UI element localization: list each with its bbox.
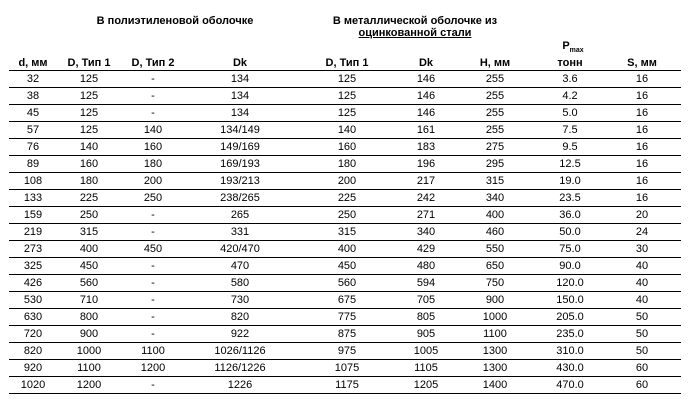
table-cell: 255: [453, 71, 537, 88]
table-cell: 23.5: [537, 190, 603, 207]
table-cell: 120.0: [537, 275, 603, 292]
table-cell: 50: [603, 343, 681, 360]
table-cell: 450: [57, 258, 121, 275]
table-row: [9, 377, 681, 394]
table-cell: 57: [9, 122, 57, 139]
table-row: [9, 71, 681, 88]
table-cell: 250: [295, 207, 399, 224]
table-cell: 875: [295, 326, 399, 343]
table-cell: -: [121, 326, 185, 343]
table-cell: 1400: [453, 377, 537, 394]
table-cell: -: [121, 71, 185, 88]
table-cell: 108: [9, 173, 57, 190]
table-cell: 19.0: [537, 173, 603, 190]
table-cell: 16: [603, 71, 681, 88]
table-cell: 36.0: [537, 207, 603, 224]
table-cell: 140: [295, 122, 399, 139]
table-cell: 180: [295, 156, 399, 173]
table-cell: 820: [185, 309, 295, 326]
table-row: [9, 207, 681, 224]
table-cell: 470: [185, 258, 295, 275]
table-cell: -: [121, 224, 185, 241]
table-cell: 1026/1126: [185, 343, 295, 360]
table-cell: 180: [57, 173, 121, 190]
table-cell: -: [121, 292, 185, 309]
table-cell: 24: [603, 224, 681, 241]
table-cell: 238/265: [185, 190, 295, 207]
table-cell: 7.5: [537, 122, 603, 139]
table-cell: 550: [453, 241, 537, 258]
table-cell: 75.0: [537, 241, 603, 258]
table-cell: 580: [185, 275, 295, 292]
group-header-metal-line2: оцинкованной стали: [358, 27, 472, 39]
table-cell: 40: [603, 258, 681, 275]
table-row: [9, 122, 681, 139]
table-cell: 900: [453, 292, 537, 309]
table-cell: 331: [185, 224, 295, 241]
table-cell: 140: [57, 139, 121, 156]
table-cell: 169/193: [185, 156, 295, 173]
column-header: тонн: [537, 55, 603, 71]
table-cell: 125: [57, 105, 121, 122]
table-cell: 900: [57, 326, 121, 343]
table-cell: 920: [9, 360, 57, 377]
column-header: D, Тип 1: [57, 55, 121, 71]
table-cell: -: [121, 275, 185, 292]
column-header: d, мм: [9, 55, 57, 71]
table-cell: -: [121, 377, 185, 394]
table-row: [9, 224, 681, 241]
table-cell: 125: [295, 105, 399, 122]
group-header-metal: [300, 15, 530, 39]
pipe-dimensions-table: [9, 55, 681, 394]
table-cell: 146: [399, 88, 453, 105]
table-cell: 1000: [453, 309, 537, 326]
table-cell: 265: [185, 207, 295, 224]
table-cell: 3.6: [537, 71, 603, 88]
column-header: Dk: [185, 55, 295, 71]
table-cell: 196: [399, 156, 453, 173]
table-cell: -: [121, 207, 185, 224]
table-cell: 225: [57, 190, 121, 207]
table-cell: 400: [295, 241, 399, 258]
table-cell: 16: [603, 190, 681, 207]
table-cell: 1005: [399, 343, 453, 360]
table-row: [9, 105, 681, 122]
table-cell: 450: [121, 241, 185, 258]
table-cell: 340: [399, 224, 453, 241]
table-cell: 480: [399, 258, 453, 275]
table-row: [9, 292, 681, 309]
table-cell: 76: [9, 139, 57, 156]
table-cell: 193/213: [185, 173, 295, 190]
table-cell: 1000: [57, 343, 121, 360]
table-cell: 133: [9, 190, 57, 207]
table-cell: 40: [603, 275, 681, 292]
table-row: [9, 156, 681, 173]
table-cell: 225: [295, 190, 399, 207]
table-cell: 183: [399, 139, 453, 156]
table-row: [9, 139, 681, 156]
table-cell: 160: [57, 156, 121, 173]
table-cell: 50: [603, 309, 681, 326]
table-cell: 134/149: [185, 122, 295, 139]
table-cell: 38: [9, 88, 57, 105]
table-cell: 805: [399, 309, 453, 326]
table-row: [9, 309, 681, 326]
table-cell: 1175: [295, 377, 399, 394]
table-cell: 750: [453, 275, 537, 292]
table-cell: 705: [399, 292, 453, 309]
table-cell: 1300: [453, 343, 537, 360]
table-cell: 125: [57, 122, 121, 139]
table-cell: 50: [603, 326, 681, 343]
table-row: [9, 343, 681, 360]
table-cell: 1020: [9, 377, 57, 394]
table-cell: 9.5: [537, 139, 603, 156]
table-cell: 400: [57, 241, 121, 258]
group-header-metal-line1: В металлической оболочке из: [332, 15, 498, 27]
table-cell: 420/470: [185, 241, 295, 258]
table-cell: 134: [185, 71, 295, 88]
table-cell: 200: [295, 173, 399, 190]
table-cell: 560: [295, 275, 399, 292]
table-cell: 775: [295, 309, 399, 326]
table-cell: 460: [453, 224, 537, 241]
column-header: Dk: [399, 55, 453, 71]
column-header: D, Тип 2: [121, 55, 185, 71]
table-cell: 470.0: [537, 377, 603, 394]
table-header-row: [9, 55, 681, 71]
table-cell: 159: [9, 207, 57, 224]
table-cell: 273: [9, 241, 57, 258]
table-cell: 429: [399, 241, 453, 258]
table-cell: -: [121, 88, 185, 105]
table-cell: 594: [399, 275, 453, 292]
table-cell: 134: [185, 105, 295, 122]
table-cell: 217: [399, 173, 453, 190]
table-cell: 325: [9, 258, 57, 275]
table-cell: 630: [9, 309, 57, 326]
table-cell: 1200: [57, 377, 121, 394]
table-cell: 1100: [57, 360, 121, 377]
table-cell: 315: [295, 224, 399, 241]
table-cell: 45: [9, 105, 57, 122]
table-cell: 125: [57, 71, 121, 88]
table-cell: 250: [121, 190, 185, 207]
table-cell: 5.0: [537, 105, 603, 122]
table-cell: 16: [603, 88, 681, 105]
table-row: [9, 258, 681, 275]
table-cell: 905: [399, 326, 453, 343]
table-cell: 255: [453, 88, 537, 105]
table-cell: 530: [9, 292, 57, 309]
table-row: [9, 190, 681, 207]
table-cell: 140: [121, 122, 185, 139]
table-cell: 125: [295, 88, 399, 105]
table-cell: 30: [603, 241, 681, 258]
table-cell: 710: [57, 292, 121, 309]
table-cell: 60: [603, 360, 681, 377]
table-cell: 146: [399, 105, 453, 122]
table-cell: 219: [9, 224, 57, 241]
table-cell: 90.0: [537, 258, 603, 275]
table-cell: 250: [57, 207, 121, 224]
table-cell: 89: [9, 156, 57, 173]
table-cell: 560: [57, 275, 121, 292]
table-cell: 205.0: [537, 309, 603, 326]
table-cell: 426: [9, 275, 57, 292]
table-cell: 242: [399, 190, 453, 207]
group-header-polyethylene: В полиэтиленовой оболочке: [96, 15, 254, 27]
table-cell: 730: [185, 292, 295, 309]
pmax-header: [548, 40, 598, 54]
table-cell: 4.2: [537, 88, 603, 105]
table-cell: 149/169: [185, 139, 295, 156]
table-cell: 160: [295, 139, 399, 156]
table-row: [9, 173, 681, 190]
table-cell: 255: [453, 122, 537, 139]
table-cell: 160: [121, 139, 185, 156]
column-header: S, мм: [603, 55, 681, 71]
table-cell: 400: [453, 207, 537, 224]
table-row: [9, 88, 681, 105]
table-cell: 200: [121, 173, 185, 190]
table-cell: -: [121, 258, 185, 275]
table-cell: 315: [453, 173, 537, 190]
table-row: [9, 326, 681, 343]
table-cell: 40: [603, 292, 681, 309]
table-cell: 134: [185, 88, 295, 105]
table-cell: 16: [603, 173, 681, 190]
table-row: [9, 360, 681, 377]
table-cell: 16: [603, 105, 681, 122]
table-cell: 1205: [399, 377, 453, 394]
table-body: [9, 71, 681, 394]
table-cell: 340: [453, 190, 537, 207]
table-cell: 271: [399, 207, 453, 224]
table-cell: 922: [185, 326, 295, 343]
table-cell: 1105: [399, 360, 453, 377]
column-header: Н, мм: [453, 55, 537, 71]
table-cell: 125: [57, 88, 121, 105]
table-cell: 16: [603, 156, 681, 173]
table-cell: 820: [9, 343, 57, 360]
table-cell: 295: [453, 156, 537, 173]
table-cell: 20: [603, 207, 681, 224]
table-cell: 800: [57, 309, 121, 326]
table-cell: 12.5: [537, 156, 603, 173]
table-cell: 146: [399, 71, 453, 88]
table-cell: 32: [9, 71, 57, 88]
table-cell: 1200: [121, 360, 185, 377]
table-cell: 255: [453, 105, 537, 122]
table-cell: 275: [453, 139, 537, 156]
pmax-label: P: [562, 40, 570, 52]
table-cell: 1075: [295, 360, 399, 377]
column-header: D, Тип 1: [295, 55, 399, 71]
table-cell: 975: [295, 343, 399, 360]
table-cell: 450: [295, 258, 399, 275]
table-row: [9, 275, 681, 292]
table-cell: 150.0: [537, 292, 603, 309]
table-cell: 1300: [453, 360, 537, 377]
table-cell: 16: [603, 139, 681, 156]
table-cell: 720: [9, 326, 57, 343]
table-cell: 1226: [185, 377, 295, 394]
table-cell: 180: [121, 156, 185, 173]
table-cell: 1100: [453, 326, 537, 343]
table-cell: 315: [57, 224, 121, 241]
table-cell: 1126/1226: [185, 360, 295, 377]
table-cell: 235.0: [537, 326, 603, 343]
table-cell: 125: [295, 71, 399, 88]
table-cell: 430.0: [537, 360, 603, 377]
table-cell: -: [121, 309, 185, 326]
table-cell: 60: [603, 377, 681, 394]
table-cell: 161: [399, 122, 453, 139]
table-row: [9, 241, 681, 258]
table-cell: 1100: [121, 343, 185, 360]
table-cell: 650: [453, 258, 537, 275]
table-cell: 50.0: [537, 224, 603, 241]
table-cell: 310.0: [537, 343, 603, 360]
pmax-subscript: max: [569, 47, 584, 55]
table-cell: -: [121, 105, 185, 122]
table-cell: 675: [295, 292, 399, 309]
table-cell: 16: [603, 122, 681, 139]
